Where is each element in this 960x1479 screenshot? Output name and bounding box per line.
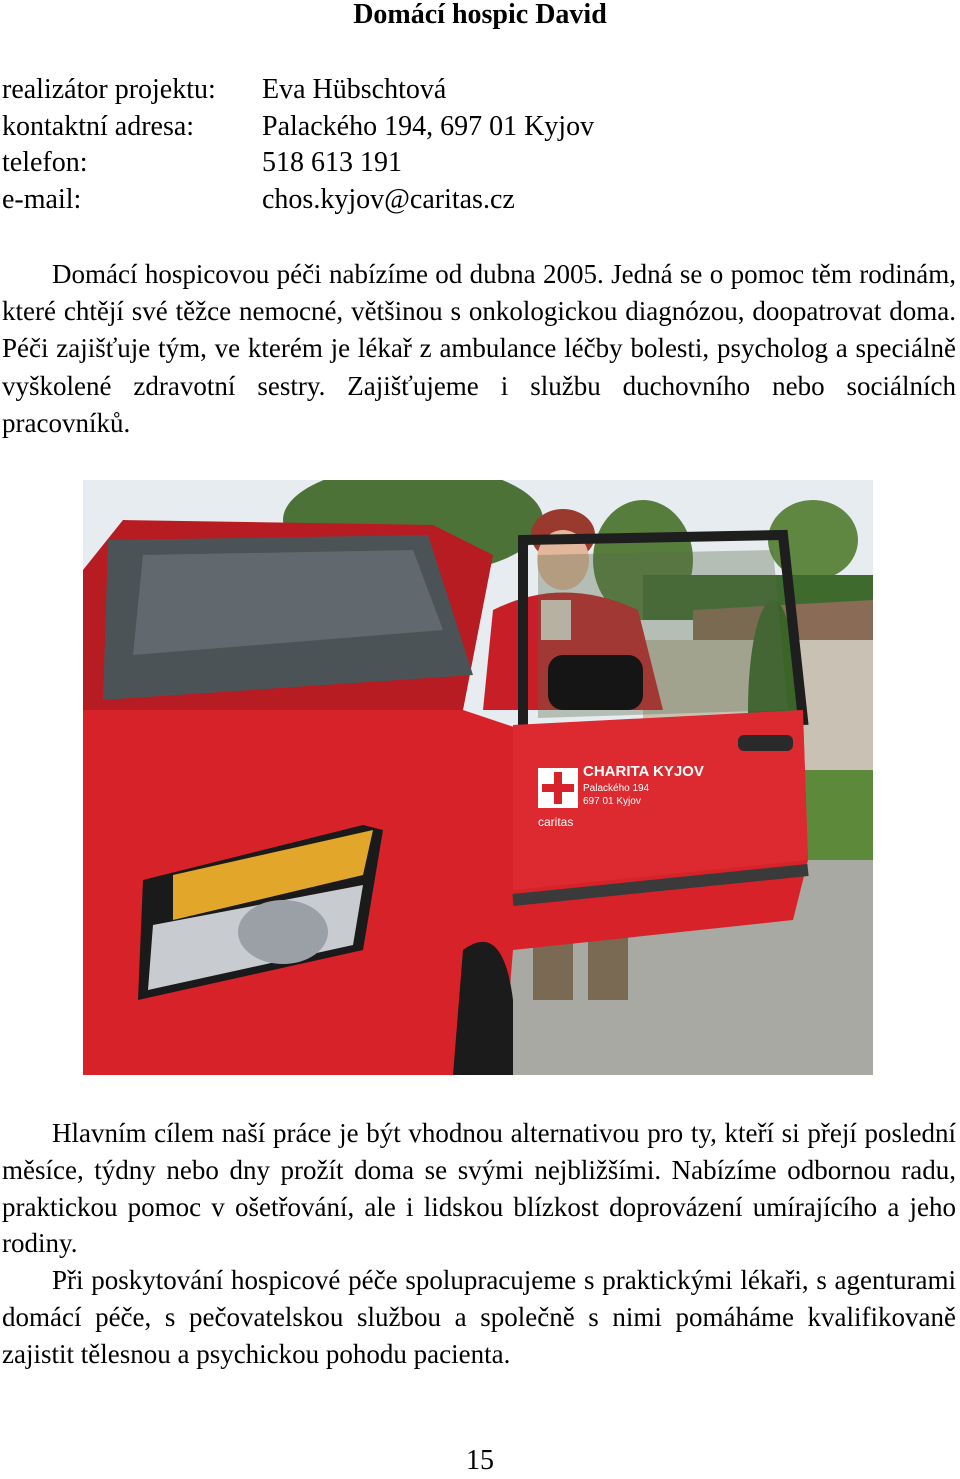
photo-red-car-with-nurse (83, 480, 873, 1075)
contact-label: kontaktní adresa: (2, 110, 195, 142)
contact-label: e-mail: (2, 183, 82, 215)
contact-value: Eva Hübschtová (262, 74, 447, 105)
page-title: Domácí hospic David (353, 0, 607, 30)
car-logo-address-city: 697 01 Kyjov (583, 796, 641, 807)
car-logo-address-street: Palackého 194 (583, 783, 650, 794)
page-number: 15 (466, 1445, 494, 1476)
contact-label: telefon: (2, 147, 88, 178)
cooperation-paragraph: Při poskytování hospicové péče spolupracujeme s praktickými lékaři, s agenturami domácí péče, s pečovatelskou službou a společně s nimi pomáháme kvalifikovaně zajistit tělesnou a psychickou pohodu pacienta. (2, 1265, 956, 1369)
contact-value: chos.kyjov@caritas.cz (262, 183, 515, 215)
car-logo-name: CHARITA KYJOV (583, 763, 704, 780)
contact-value: Palackého 194, 697 01 Kyjov (262, 110, 595, 142)
car-logo-brand: caritas (538, 815, 574, 829)
contact-value: 518 613 191 (262, 147, 402, 178)
intro-paragraph: Domácí hospicovou péči nabízíme od dubna 2005. Jedná se o pomoc těm rodinám, které chtějí své těžce nemocné, většinou s onkologickou diagnózou, doopatrovat doma. Péči zajišťuje tým, ve kterém je lékař z ambulance léčby bolesti, psycholog a speciálně vyškolené zdravotní sestry. Zajišťujeme i službu duchovního nebo sociálních pracovníků. (2, 259, 956, 438)
goal-paragraph: Hlavním cílem naší práce je být vhodnou alternativou pro ty, kteří si přejí poslední měsíce, týdny nebo dny prožít doma se svými nejbližšími. Nabízíme odbornou radu, praktickou pomoc v ošetřování, ale i lidskou blízkost doprovázení umírajícího a jeho rodiny. (2, 1118, 956, 1259)
contact-label: realizátor projektu: (2, 74, 216, 105)
